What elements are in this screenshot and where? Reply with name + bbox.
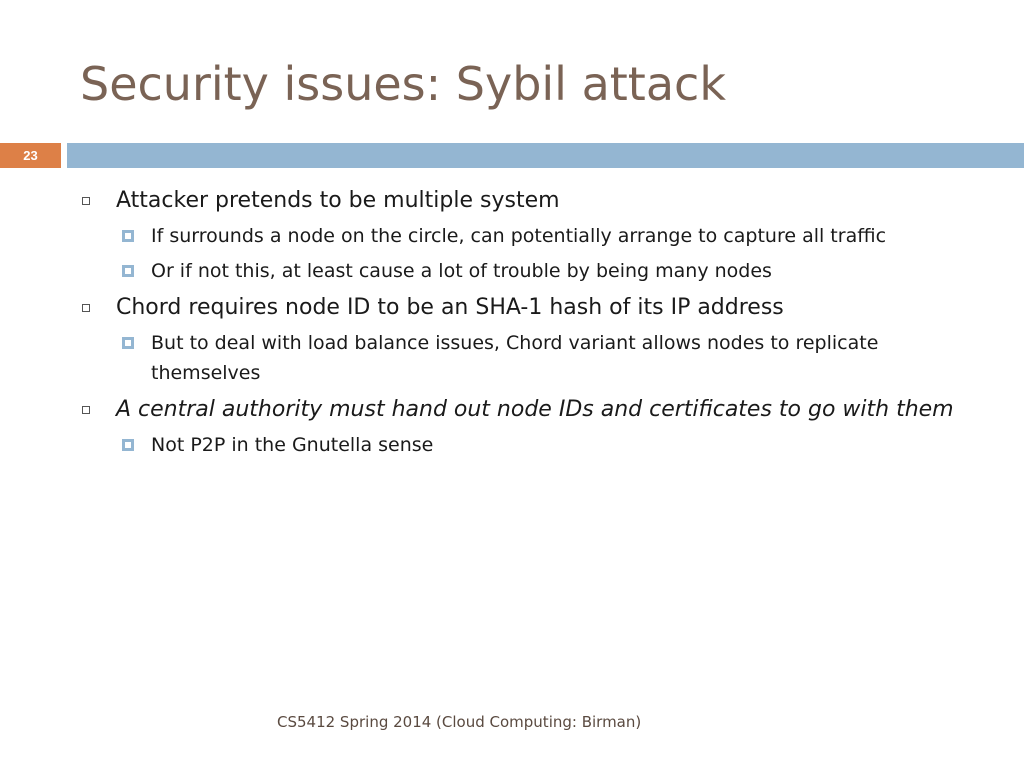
square-bullet-icon xyxy=(122,439,134,451)
square-bullet-icon xyxy=(122,265,134,277)
sub-bullet-text: Not P2P in the Gnutella sense xyxy=(151,434,434,456)
hollow-square-bullet-icon xyxy=(82,406,90,414)
sub-bullet-text: If surrounds a node on the circle, can potentially arrange to capture all traffic xyxy=(151,225,887,247)
square-bullet-icon xyxy=(122,230,134,242)
slide-title: Security issues: Sybil attack xyxy=(80,57,726,111)
sub-bullet-item xyxy=(80,328,960,388)
square-bullet-icon xyxy=(122,337,134,349)
sub-bullet-item xyxy=(80,256,960,286)
bullet-list xyxy=(80,184,960,465)
title-rule-bar xyxy=(67,143,1024,168)
bullet-item xyxy=(80,291,960,324)
sub-bullet-item xyxy=(80,221,960,251)
bullet-text: A central authority must hand out node IDs and certificates to go with them xyxy=(116,397,954,422)
slide-number-badge: 23 xyxy=(0,143,61,168)
hollow-square-bullet-icon xyxy=(82,304,90,312)
sub-bullet-text: But to deal with load balance issues, Chord variant allows nodes to replicate themselves xyxy=(151,332,879,384)
bullet-item xyxy=(80,184,960,217)
hollow-square-bullet-icon xyxy=(82,197,90,205)
bullet-text: Attacker pretends to be multiple system xyxy=(116,188,560,213)
sub-bullet-text: Or if not this, at least cause a lot of trouble by being many nodes xyxy=(151,260,772,282)
slide-footer: CS5412 Spring 2014 (Cloud Computing: Birman) xyxy=(277,713,642,731)
bullet-text: Chord requires node ID to be an SHA-1 hash of its IP address xyxy=(116,295,784,320)
bullet-item xyxy=(80,393,960,426)
sub-bullet-item xyxy=(80,430,960,460)
